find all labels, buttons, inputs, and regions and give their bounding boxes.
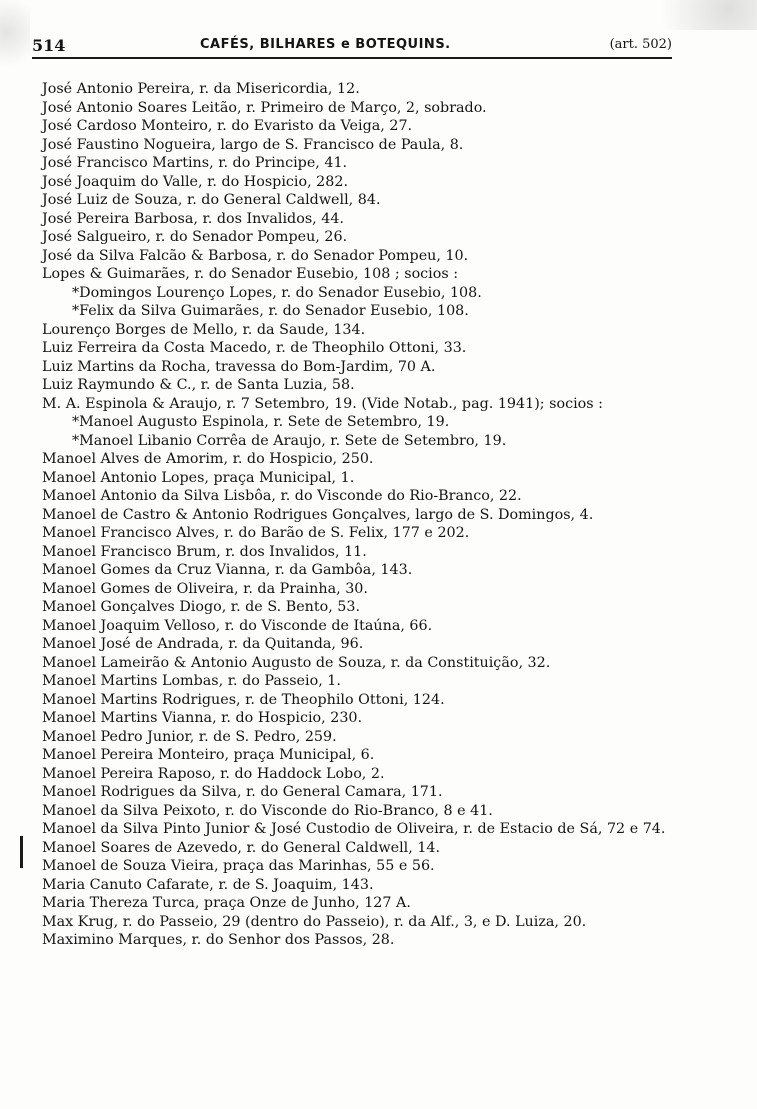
list-item: Luiz Raymundo & C., r. de Santa Luzia, 58. bbox=[42, 377, 355, 393]
list-item: José Luiz de Souza, r. do General Caldwell, 84. bbox=[42, 192, 381, 208]
list-item: Manoel Pereira Monteiro, praça Municipal, 6. bbox=[42, 747, 375, 763]
list-item-partner: *Felix da Silva Guimarães, r. do Senador Eusebio, 108. bbox=[72, 303, 469, 319]
list-item: Manoel Soares de Azevedo, r. do General Caldwell, 14. bbox=[42, 839, 441, 856]
list-item: José Antonio Pereira, r. da Misericordia, 12. bbox=[42, 81, 360, 97]
list-item: Maximino Marques, r. do Senhor dos Passos, 28. bbox=[42, 932, 395, 948]
list-item: José Pereira Barbosa, r. dos Invalidos, 44. bbox=[42, 210, 344, 227]
list-item: Luiz Martins da Rocha, travessa do Bom-Jardim, 70 A. bbox=[42, 358, 436, 375]
list-item: Lopes & Guimarães, r. do Senador Eusebio, 108 ; socios : bbox=[42, 266, 459, 282]
print-speckle bbox=[617, 0, 757, 30]
list-item: José Faustino Nogueira, largo de S. Francisco de Paula, 8. bbox=[42, 136, 464, 153]
page-number: 514 bbox=[32, 36, 66, 55]
list-item: M. A. Espinola & Araujo, r. 7 Setembro, 19. (Vide Notab., pag. 1941); socios : bbox=[42, 395, 603, 412]
list-item: José da Silva Falcão & Barbosa, r. do Senador Pompeu, 10. bbox=[42, 247, 469, 264]
list-item: José Cardoso Monteiro, r. do Evaristo da Veiga, 27. bbox=[42, 118, 413, 134]
list-item: Manoel Antonio Lopes, praça Municipal, 1. bbox=[42, 469, 355, 486]
list-item: Manoel Rodrigues da Silva, r. do General Camara, 171. bbox=[42, 784, 443, 800]
header-rule bbox=[32, 57, 672, 59]
margin-mark bbox=[20, 836, 23, 868]
list-item: Manoel Gomes de Oliveira, r. da Prainha, 30. bbox=[42, 580, 368, 597]
list-item-partner: *Manoel Augusto Espinola, r. Sete de Setembro, 19. bbox=[72, 414, 450, 430]
list-item: Manoel Francisco Alves, r. do Barão de S. Felix, 177 e 202. bbox=[42, 525, 470, 541]
list-item: Manoel de Souza Vieira, praça das Marinhas, 55 e 56. bbox=[42, 858, 435, 874]
list-item: José Salgueiro, r. do Senador Pompeu, 26. bbox=[42, 229, 348, 245]
list-item: José Francisco Martins, r. do Principe, 41. bbox=[42, 155, 348, 171]
list-item: Manoel Martins Rodrigues, r. de Theophilo Ottoni, 124. bbox=[42, 691, 445, 708]
list-item: Lourenço Borges de Mello, r. da Saude, 134. bbox=[42, 321, 366, 338]
print-speckle-left bbox=[0, 0, 30, 80]
list-item: Maria Canuto Cafarate, r. de S. Joaquim, 143. bbox=[42, 876, 374, 893]
list-item: Manoel Martins Vianna, r. do Hospicio, 230. bbox=[42, 710, 363, 726]
list-item: Manoel José de Andrada, r. da Quitanda, 96. bbox=[42, 636, 364, 652]
running-header bbox=[32, 36, 672, 62]
list-item-partner: *Manoel Libanio Corrêa de Araujo, r. Sete de Setembro, 19. bbox=[72, 432, 507, 449]
list-item: Max Krug, r. do Passeio, 29 (dentro do Passeio), r. da Alf., 3, e D. Luiza, 20. bbox=[42, 913, 587, 930]
list-item: José Joaquim do Valle, r. do Hospicio, 282. bbox=[42, 173, 349, 190]
list-item: Manoel de Castro & Antonio Rodrigues Gonçalves, largo de S. Domingos, 4. bbox=[42, 506, 594, 523]
list-item: Luiz Ferreira da Costa Macedo, r. de Theophilo Ottoni, 33. bbox=[42, 340, 467, 356]
list-item: Manoel Francisco Brum, r. dos Invalidos, 11. bbox=[42, 543, 367, 560]
list-item: Manoel Joaquim Velloso, r. do Visconde de Itaúna, 66. bbox=[42, 617, 433, 634]
running-title: CAFÉS, BILHARES e BOTEQUINS. bbox=[200, 37, 451, 52]
list-item: Manoel Pedro Junior, r. de S. Pedro, 259. bbox=[42, 728, 337, 745]
list-item: Maria Thereza Turca, praça Onze de Junho, 127 A. bbox=[42, 895, 411, 911]
list-item: Manoel Antonio da Silva Lisbôa, r. do Visconde do Rio-Branco, 22. bbox=[42, 488, 522, 504]
list-item: Manoel Alves de Amorim, r. do Hospicio, 250. bbox=[42, 451, 374, 467]
list-item: Manoel Gonçalves Diogo, r. de S. Bento, 53. bbox=[42, 599, 361, 615]
list-item: José Antonio Soares Leitão, r. Primeiro de Março, 2, sobrado. bbox=[42, 99, 487, 116]
list-item: Manoel Gomes da Cruz Vianna, r. da Gambôa, 143. bbox=[42, 562, 413, 578]
list-item: Manoel da Silva Pinto Junior & José Custodio de Oliveira, r. de Estacio de Sá, 72 e 74. bbox=[42, 821, 666, 837]
list-item: Manoel Martins Lombas, r. do Passeio, 1. bbox=[42, 673, 341, 689]
list-item: Manoel Pereira Raposo, r. do Haddock Lobo, 2. bbox=[42, 765, 385, 782]
list-item: Manoel da Silva Peixoto, r. do Visconde do Rio-Branco, 8 e 41. bbox=[42, 802, 493, 819]
article-reference: (art. 502) bbox=[609, 37, 672, 52]
list-item: Manoel Lameirão & Antonio Augusto de Souza, r. da Constituição, 32. bbox=[42, 654, 551, 671]
directory-list bbox=[42, 80, 702, 950]
list-item-partner: *Domingos Lourenço Lopes, r. do Senador Eusebio, 108. bbox=[72, 284, 482, 301]
